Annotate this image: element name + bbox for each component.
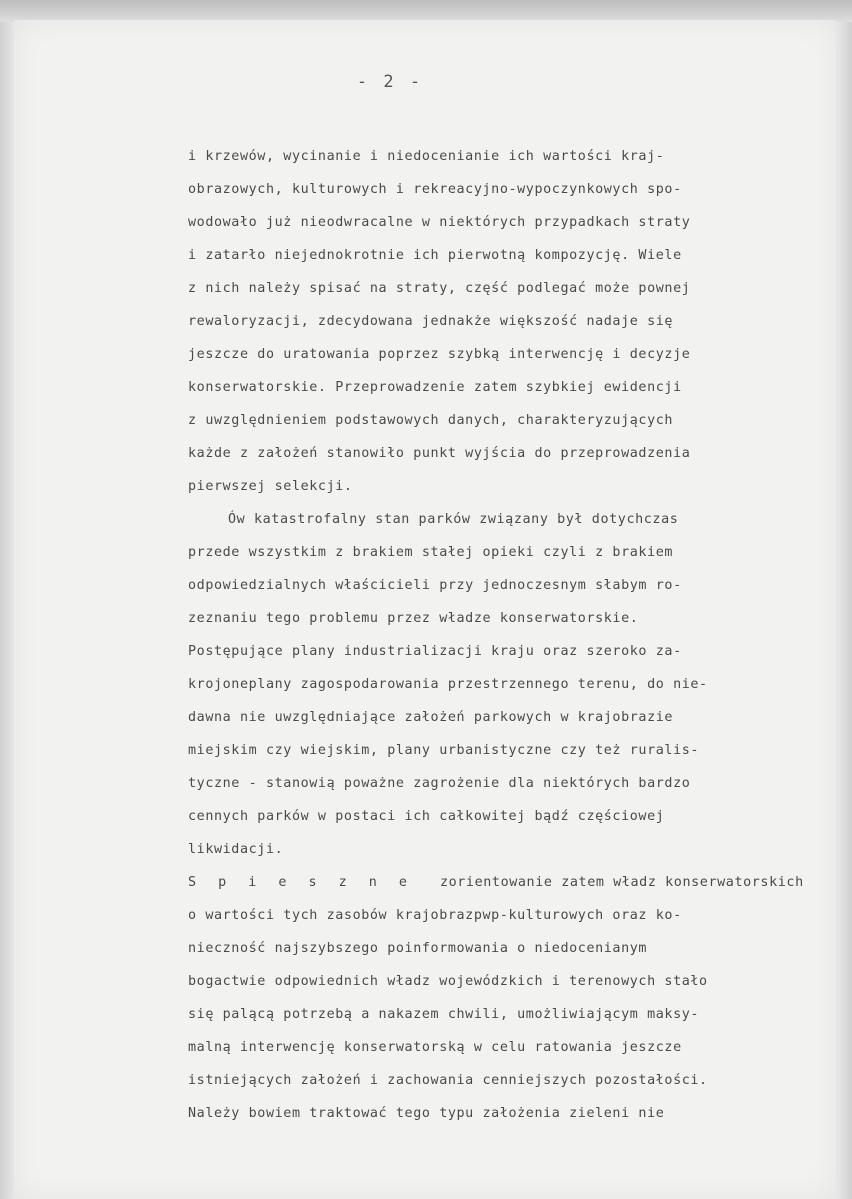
- text-line: rewaloryzacji, zdecydowana jednakże większość nadaje się: [188, 314, 674, 329]
- text-line: się palącą potrzebą a nakazem chwili, umożliwiającym maksy-: [188, 1007, 700, 1022]
- text-line-rest: zorientowanie zatem władz konserwatorskich: [439, 875, 804, 890]
- text-line: o wartości tych zasobów krajobrazpwp-kulturowych oraz ko-: [188, 908, 682, 923]
- text-line: jeszcze do uratowania poprzez szybką interwencję i decyzje: [188, 347, 691, 362]
- text-line: Należy bowiem traktować tego typu założenia zieleni nie: [188, 1106, 665, 1121]
- body-text: [188, 140, 828, 1130]
- spaced-word: S p i e s z n e: [188, 875, 414, 890]
- scan-top-edge: [0, 0, 852, 22]
- text-line: tyczne - stanowią poważne zagrożenie dla niektórych bardzo: [188, 776, 691, 791]
- text-line: przede wszystkim z brakiem stałej opieki czyli z brakiem: [188, 545, 674, 560]
- text-line: zeznaniu tego problemu przez władze konserwatorskie.: [188, 611, 639, 626]
- text-line: pierwszej selekcji.: [188, 479, 353, 494]
- text-line: każde z założeń stanowiło punkt wyjścia do przeprowadzenia: [188, 446, 691, 461]
- text-line: konserwatorskie. Przeprowadzenie zatem szybkiej ewidencji: [188, 380, 682, 395]
- text-line: miejskim czy wiejskim, plany urbanistyczne czy też ruralis-: [188, 743, 700, 758]
- text-line: bogactwie odpowiednich władz wojewódzkich i terenowych stało: [188, 974, 708, 989]
- text-line: likwidacji.: [188, 842, 284, 857]
- text-line: cennych parków w postaci ich całkowitej bądź częściowej: [188, 809, 665, 824]
- text-line: i zatarło niejednokrotnie ich pierwotną kompozycję. Wiele: [188, 248, 682, 263]
- text-line: obrazowych, kulturowych i rekreacyjno-wypoczynkowych spo-: [188, 182, 682, 197]
- text-line: dawna nie uwzględniające założeń parkowych w krajobrazie: [188, 710, 674, 725]
- text-line: malną interwencję konserwatorską w celu ratowania jeszcze: [188, 1040, 682, 1055]
- text-line: Postępujące plany industrializacji kraju oraz szeroko za-: [188, 644, 682, 659]
- text-line: i krzewów, wycinanie i niedocenianie ich wartości kraj-: [188, 149, 665, 164]
- text-line-spaced: [188, 866, 828, 899]
- text-line: nieczność najszybszego poinformowania o niedocenianym: [188, 941, 648, 956]
- text-line: wodowało już nieodwracalne w niektórych przypadkach straty: [188, 215, 691, 230]
- text-line: odpowiedzialnych właścicieli przy jednoczesnym słabym ro-: [188, 578, 682, 593]
- text-line: krojoneplany zagospodarowania przestrzennego terenu, do nie-: [188, 677, 708, 692]
- page-number: - 2 -: [356, 72, 424, 92]
- text-line: z uwzględnieniem podstawowych danych, charakteryzujących: [188, 413, 674, 428]
- text-line: z nich należy spisać na straty, część podlegać może pownej: [188, 281, 691, 296]
- text-line: Ów katastrofalny stan parków związany był dotychczas: [228, 512, 679, 527]
- text-line: istniejących założeń i zachowania cenniejszych pozostałości.: [188, 1073, 708, 1088]
